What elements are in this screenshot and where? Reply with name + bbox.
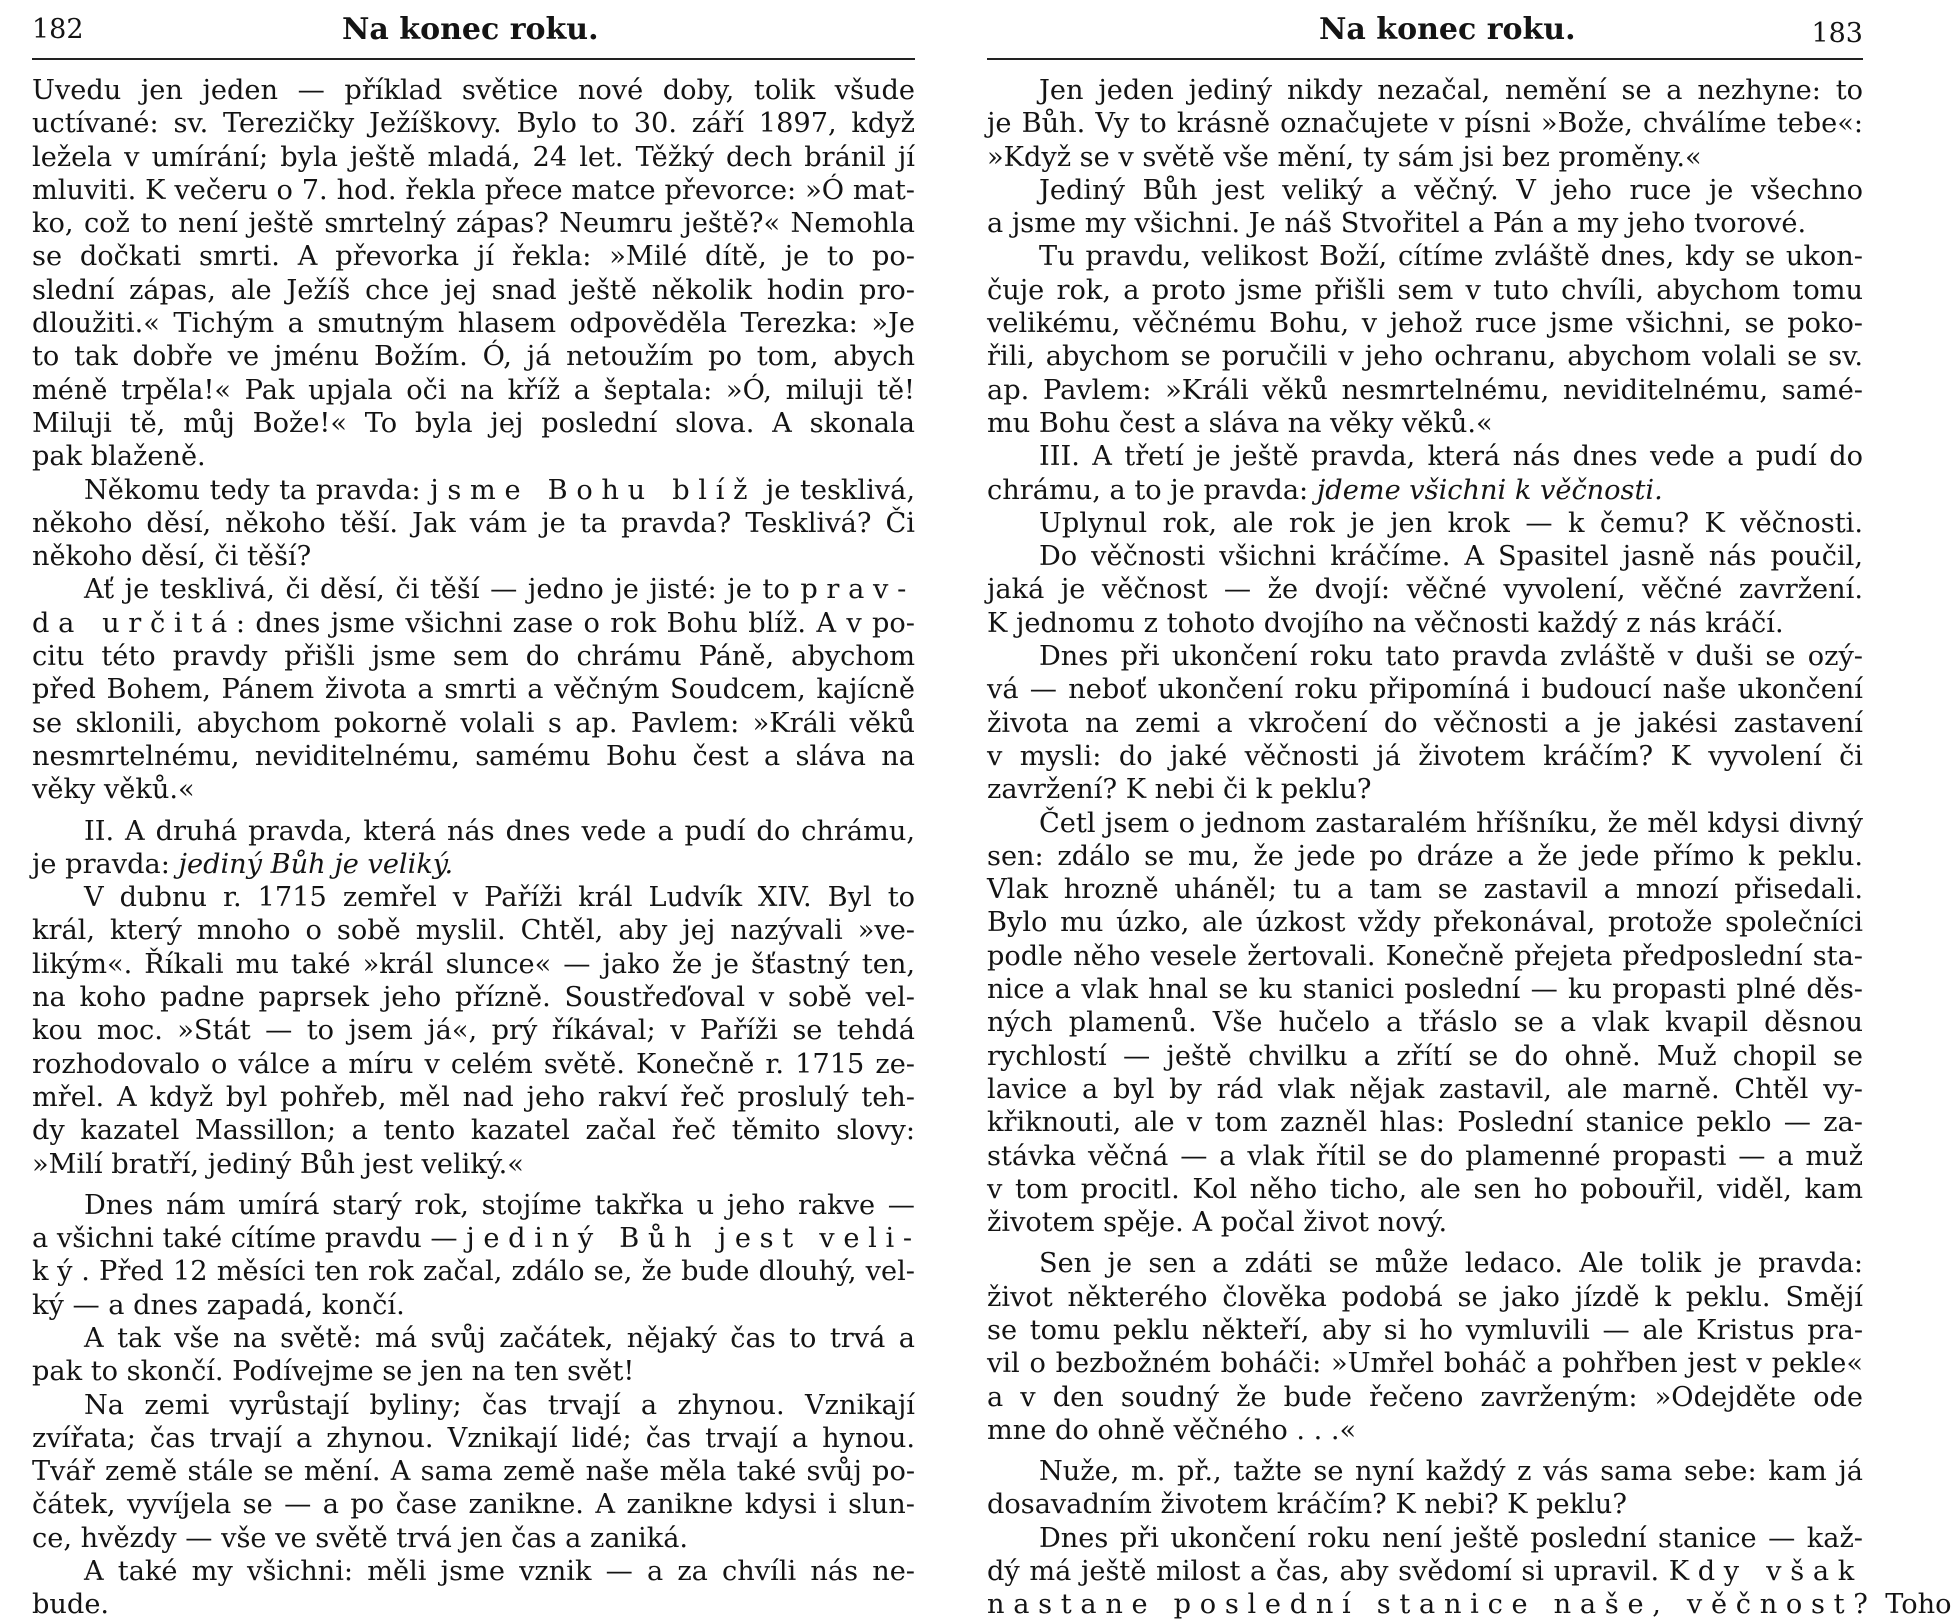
text-run: II. A druhá pravda, která nás dnes vede a pudí do chrámu, <box>84 815 915 847</box>
text-line <box>32 1522 915 1555</box>
text-line <box>32 340 915 373</box>
text-line <box>987 940 1863 973</box>
text-run: III. A třetí je ještě pravda, která nás dnes vede a pudí do <box>1039 441 1863 473</box>
text-run: před Bohem, Pánem života a smrti a věčným Soudcem, kajícně <box>32 674 915 706</box>
text-line <box>32 1289 915 1322</box>
right-page-header <box>987 12 1863 60</box>
text-run: ap. Pavlem: »Králi věků nesmrtelnému, neviditelnému, samé- <box>987 374 1863 406</box>
spaced-emphasis: jediný Bůh jest veli- <box>466 1223 921 1255</box>
text-line <box>987 440 1863 473</box>
text-line <box>32 673 915 706</box>
text-run: v mysli: do jaké věčnosti já životem kráčím? K vyvolení či <box>987 740 1863 772</box>
text-line <box>32 107 915 140</box>
text-line <box>987 973 1863 1006</box>
italic-emphasis: jediný Bůh je veliký. <box>178 848 454 880</box>
text-run: zavržení? K nebi či k peklu? <box>987 774 1372 806</box>
spaced-emphasis: da určitá <box>32 607 236 639</box>
text-line <box>32 640 915 673</box>
text-line <box>987 474 1863 507</box>
text-line <box>32 374 915 407</box>
text-line <box>32 307 915 340</box>
text-line <box>32 1081 915 1114</box>
text-line <box>32 474 915 507</box>
text-line <box>987 1206 1863 1239</box>
text-run: likým«. Říkali mu také »král slunce« — jako že je šťastný ten, <box>32 948 915 980</box>
text-line <box>32 540 915 573</box>
text-line <box>32 274 915 307</box>
text-line <box>987 1106 1863 1139</box>
text-line <box>987 407 1863 440</box>
text-run: zvířata; čas trvají a zhynou. Vznikají lidé; čas trvají a hynou. <box>32 1422 915 1454</box>
text-run: věky věků.« <box>32 774 195 806</box>
spaced-emphasis: ký <box>32 1256 82 1288</box>
text-line <box>987 1347 1863 1380</box>
text-line <box>987 807 1863 840</box>
text-run: v tom procitl. Kol něho ticho, ale sen ho pobouřil, viděl, kam <box>987 1173 1863 1205</box>
italic-emphasis: jdeme všichni k věčnosti. <box>1316 474 1663 506</box>
text-run: méně trpěla!« Pak upjala oči na kříž a šeptala: »Ó, miluji tě! <box>32 374 915 406</box>
text-run: a všichni také cítíme pravdu — <box>32 1223 467 1255</box>
text-line <box>32 1389 915 1422</box>
text-line <box>32 1014 915 1047</box>
right-page-number: 183 <box>1811 18 1863 49</box>
text-run: dosavadním životem kráčím? K nebi? K peklu? <box>987 1489 1627 1521</box>
text-line <box>32 607 915 640</box>
left-page <box>32 0 921 1621</box>
text-run: Na zemi vyrůstají byliny; čas trvají a zhynou. Vznikají <box>84 1389 915 1421</box>
text-line <box>32 1255 915 1288</box>
text-line <box>987 507 1863 540</box>
text-run: život některého člověka podobá se jako jízdě k peklu. Smějí <box>987 1281 1863 1313</box>
text-line <box>32 1455 915 1488</box>
text-line <box>987 1381 1863 1414</box>
text-run: Uplynul rok, ale rok je jen krok — k čemu? K věčnosti. <box>1039 507 1863 539</box>
text-run: řili, abychom se poručili v jeho ochranu, abychom volali se sv. <box>987 341 1863 373</box>
text-run: nesmrtelnému, neviditelnému, samému Bohu čest a sláva na <box>32 740 915 772</box>
text-run: kou moc. »Stát — to jsem já«, prý říkával; v Paříži se tehdá <box>32 1015 915 1047</box>
text-run: pak blaženě. <box>32 441 206 473</box>
text-line <box>32 1048 915 1081</box>
text-line <box>987 1555 1863 1588</box>
text-line <box>32 1148 915 1181</box>
text-line <box>32 1488 915 1521</box>
text-line <box>32 707 915 740</box>
text-run: života na zemi a vkročení do věčnosti a je jakési zastavení <box>987 707 1863 739</box>
text-run: mluviti. K večeru o 7. hod. řekla přece matce převorce: »Ó mat- <box>32 174 915 206</box>
text-run: životem spěje. A počal život nový. <box>987 1207 1448 1239</box>
right-page <box>987 0 1952 1621</box>
text-run: citu této pravdy přišli jsme sem do chrámu Páně, abychom <box>32 641 915 673</box>
text-line <box>32 141 915 174</box>
text-line <box>987 673 1863 706</box>
text-line <box>987 1588 1952 1621</box>
text-run: sen: zdálo se mu, že jede po dráze a že jede přímo k peklu. <box>987 840 1863 872</box>
text-run: je tesklivá, <box>756 474 915 506</box>
text-line <box>987 1488 1863 1521</box>
text-line <box>32 573 915 606</box>
right-running-title: Na konec roku. <box>1319 12 1576 47</box>
text-line <box>987 740 1863 773</box>
text-run: »Když se v světě vše mění, ty sám jsi bez proměny.« <box>987 141 1702 173</box>
text-run: rychlostí — ještě chvilku a zřítí se do ohně. Muž chopil se <box>987 1040 1863 1072</box>
text-line <box>987 141 1863 174</box>
text-run: ných plamenů. Vše hučelo a třáslo se a vlak kvapil děsnou <box>987 1007 1863 1039</box>
text-line <box>987 174 1863 207</box>
text-run: Ať je tesklivá, či děsí, či těší — jedno je jisté: je to <box>84 574 801 606</box>
text-run: A také my všichni: měli jsme vznik — a za chvíli nás ne- <box>84 1556 915 1588</box>
text-run: : dnes jsme všichni zase o rok Bohu blíž. A v po- <box>235 607 915 639</box>
text-run: mne do ohně věčného . . .« <box>987 1414 1357 1446</box>
text-run: dy kazatel Massillon; a tento kazatel začal řeč těmito slovy: <box>32 1115 915 1147</box>
text-run: král, který mnoho o sobě myslil. Chtěl, aby jej nazývali »ve- <box>32 915 915 947</box>
text-run: K jednomu z tohoto dvojího na věčnosti každý z nás kráčí. <box>987 607 1784 639</box>
text-run: to tak dobře ve jménu Božím. Ó, já netoužím po tom, abych <box>32 341 915 373</box>
text-line <box>32 1355 915 1388</box>
text-line <box>32 914 915 947</box>
text-run: Miluji tě, můj Bože!« To byla jej poslední slova. A skonala <box>32 407 915 439</box>
text-run: někoho děsí, někoho těší. Jak vám je ta pravda? Tesklivá? Či <box>32 507 915 539</box>
text-line <box>987 1522 1863 1555</box>
text-run: se dočkati smrti. A převorka jí řekla: »Milé dítě, je to po- <box>32 241 915 273</box>
left-page-body <box>32 74 921 1622</box>
text-line <box>987 906 1863 939</box>
text-run: se tomu peklu někteří, aby si ho vymluvili — ale Kristus pra- <box>987 1314 1863 1346</box>
text-line <box>987 374 1863 407</box>
text-line <box>32 507 915 540</box>
text-run: někoho děsí, či těší? <box>32 541 312 573</box>
text-run: stávka věčná — a vlak řítil se do plamenné propasti — a muž <box>987 1140 1863 1172</box>
text-run: Dnes nám umírá starý rok, stojíme takřka u jeho rakve — <box>84 1189 915 1221</box>
spaced-emphasis: nastane poslední stanice naše, věčnost? <box>987 1589 1877 1621</box>
text-run: podle něho vesele žertovali. Konečně přejeta předposlední sta- <box>987 940 1863 972</box>
text-line <box>987 573 1863 606</box>
text-run: Dnes při ukončení roku není ještě poslední stanice — kaž- <box>1039 1522 1863 1554</box>
text-line <box>32 407 915 440</box>
text-line <box>987 773 1863 806</box>
spaced-emphasis: jsme Bohu blíž <box>430 474 757 506</box>
text-run: mu Bohu čest a sláva na věky věků.« <box>987 407 1493 439</box>
text-run: pak to skončí. Podívejme se jen na ten svět! <box>32 1356 635 1388</box>
text-run: Jen jeden jediný nikdy nezačal, nemění se a nezhyne: to <box>1039 75 1863 106</box>
text-line <box>987 340 1863 373</box>
text-line <box>987 1455 1863 1488</box>
text-line <box>987 274 1863 307</box>
text-line <box>987 607 1863 640</box>
text-line <box>987 1247 1863 1280</box>
text-line <box>987 1040 1863 1073</box>
text-run: nice a vlak hnal se ku stanici poslední — ku propasti plné děs- <box>987 974 1863 1006</box>
text-run: Uvedu jen jeden — příklad světice nové doby, tolik všude <box>32 75 915 106</box>
text-line <box>32 848 915 881</box>
text-line <box>987 1073 1863 1106</box>
text-run: a v den soudný že bude řečeno zavrženým: »Odejděte ode <box>987 1381 1863 1413</box>
text-run: Toho <box>1876 1589 1952 1621</box>
text-run: »Milí bratří, jediný Bůh jest veliký.« <box>32 1148 524 1180</box>
text-line <box>32 773 915 806</box>
text-run: Jediný Bůh jest veliký a věčný. V jeho ruce je všechno <box>1039 174 1863 206</box>
text-run: ce, hvězdy — vše ve světě trvá jen čas a zaniká. <box>32 1522 689 1554</box>
text-run: velikému, věčnému Bohu, v jehož ruce jsme všichni, se poko- <box>987 308 1863 340</box>
text-run: Vlak hrozně uháněl; tu a tam se zastavil a mnozí přisedali. <box>987 874 1863 906</box>
text-line <box>32 948 915 981</box>
left-running-title: Na konec roku. <box>342 12 599 47</box>
text-line <box>32 1422 915 1455</box>
text-line <box>32 240 915 273</box>
text-run: Bylo mu úzko, ale úzkost vždy překonával, protože společníci <box>987 907 1863 939</box>
text-run: ký — a dnes zapadá, končí. <box>32 1289 405 1321</box>
text-line <box>32 440 915 473</box>
text-run: Sen je sen a zdáti se může ledaco. Ale tolik je pravda: <box>1039 1248 1863 1280</box>
text-line <box>987 540 1863 573</box>
text-line <box>32 981 915 1014</box>
text-run: dý má ještě milost a čas, aby svědomí si upravil. <box>987 1556 1669 1588</box>
text-line <box>32 1114 915 1147</box>
text-run: V dubnu r. 1715 zemřel v Paříži král Ludvík XIV. Byl to <box>84 882 915 914</box>
text-run: čátek, vyvíjela se — a po čase zanikne. A zanikne kdysi i slun- <box>32 1489 915 1521</box>
text-line <box>987 873 1863 906</box>
text-run: bude. <box>32 1589 110 1621</box>
text-line <box>987 240 1863 273</box>
text-line <box>987 707 1863 740</box>
text-line <box>987 207 1863 240</box>
text-run: Tu pravdu, velikost Boží, cítíme zvláště dnes, kdy se ukon- <box>1039 241 1863 273</box>
text-run: vil o bezbožném boháči: »Umřel boháč a pohřben jest v pekle« <box>987 1348 1863 1380</box>
left-page-header <box>32 12 915 60</box>
text-run: jaká je věčnost — že dvojí: věčné vyvolení, věčné zavržení. <box>987 574 1863 606</box>
text-line <box>32 881 915 914</box>
spaced-emphasis: Kdy však <box>1668 1556 1863 1588</box>
text-run: a jsme my všichni. Je náš Stvořitel a Pán a my jeho tvorové. <box>987 208 1807 240</box>
text-line <box>987 1140 1863 1173</box>
text-line <box>32 815 915 848</box>
text-line <box>32 74 915 107</box>
text-line <box>32 1322 915 1355</box>
text-run: Někomu tedy ta pravda: <box>84 474 431 506</box>
text-run: . Před 12 měsíci ten rok začal, zdálo se, že bude dlouhý, vel- <box>81 1256 915 1288</box>
text-line <box>32 1189 915 1222</box>
text-line <box>32 740 915 773</box>
text-line <box>987 640 1863 673</box>
text-run: je pravda: <box>32 848 179 880</box>
text-run: Tvář země stále se mění. A sama země naše měla také svůj po- <box>32 1456 915 1488</box>
text-line <box>987 1006 1863 1039</box>
text-run: ko, což to není ještě smrtelný zápas? Neumru ještě?« Nemohla <box>32 208 915 240</box>
text-run: slední zápas, ale Ježíš chce jej snad ještě několik hodin pro- <box>32 274 915 306</box>
text-run: A tak vše na světě: má svůj začátek, nějaký čas to trvá a <box>84 1322 915 1354</box>
text-line <box>32 174 915 207</box>
text-line <box>32 207 915 240</box>
text-line <box>32 1588 915 1621</box>
text-line <box>987 840 1863 873</box>
text-line <box>987 107 1863 140</box>
text-run: se sklonili, abychom pokorně volali s ap. Pavlem: »Králi věků <box>32 707 915 739</box>
text-run: křiknouti, ale v tom zazněl hlas: Poslední stanice peklo — za- <box>987 1107 1863 1139</box>
text-line <box>987 1173 1863 1206</box>
text-run: Dnes při ukončení roku tato pravda zvláště v duši se ozý- <box>1039 641 1863 673</box>
text-run: chrámu, a to je pravda: <box>987 474 1317 506</box>
text-run: Četl jsem o jednom zastaralém hříšníku, že měl kdysi divný <box>1039 807 1863 839</box>
text-line <box>987 1314 1863 1347</box>
text-run: Do věčnosti všichni kráčíme. A Spasitel jasně nás poučil, <box>1039 541 1863 573</box>
text-run: mřel. A když byl pohřeb, měl nad jeho rakví řeč proslulý teh- <box>32 1081 915 1113</box>
text-line <box>987 1414 1863 1447</box>
text-run: na koho padne paprsek jeho přízně. Soustřeďoval v sobě vel- <box>32 982 915 1014</box>
text-run: Nuže, m. př., tažte se nyní každý z vás sama sebe: kam já <box>1039 1456 1863 1488</box>
right-page-body <box>987 74 1952 1622</box>
text-run: dloužiti.« Tichým a smutným hlasem odpověděla Terezka: »Je <box>32 308 915 340</box>
text-run: čuje rok, a proto jsme přišli sem v tuto chvíli, abychom tomu <box>987 274 1863 306</box>
text-line <box>32 1555 915 1588</box>
text-run: uctívané: sv. Terezičky Ježíškovy. Bylo to 30. září 1897, když <box>32 108 915 140</box>
text-run: vá — neboť ukončení roku připomíná i budoucí naše ukončení <box>987 674 1863 706</box>
text-run: lavice a byl by rád vlak nějak zastavil, ale marně. Chtěl vy- <box>987 1073 1863 1105</box>
spaced-emphasis: prav- <box>800 574 915 606</box>
text-run: ležela v umírání; byla ještě mladá, 24 let. Těžký dech bránil jí <box>32 141 915 173</box>
text-line <box>987 1281 1863 1314</box>
text-line <box>32 1222 921 1255</box>
text-line <box>987 74 1863 107</box>
left-page-number: 182 <box>32 14 84 45</box>
text-run: je Bůh. Vy to krásně označujete v písni »Bože, chválíme tebe«: <box>987 108 1863 140</box>
text-line <box>987 307 1863 340</box>
text-run: rozhodovalo o válce a míru v celém světě. Konečně r. 1715 ze- <box>32 1048 915 1080</box>
